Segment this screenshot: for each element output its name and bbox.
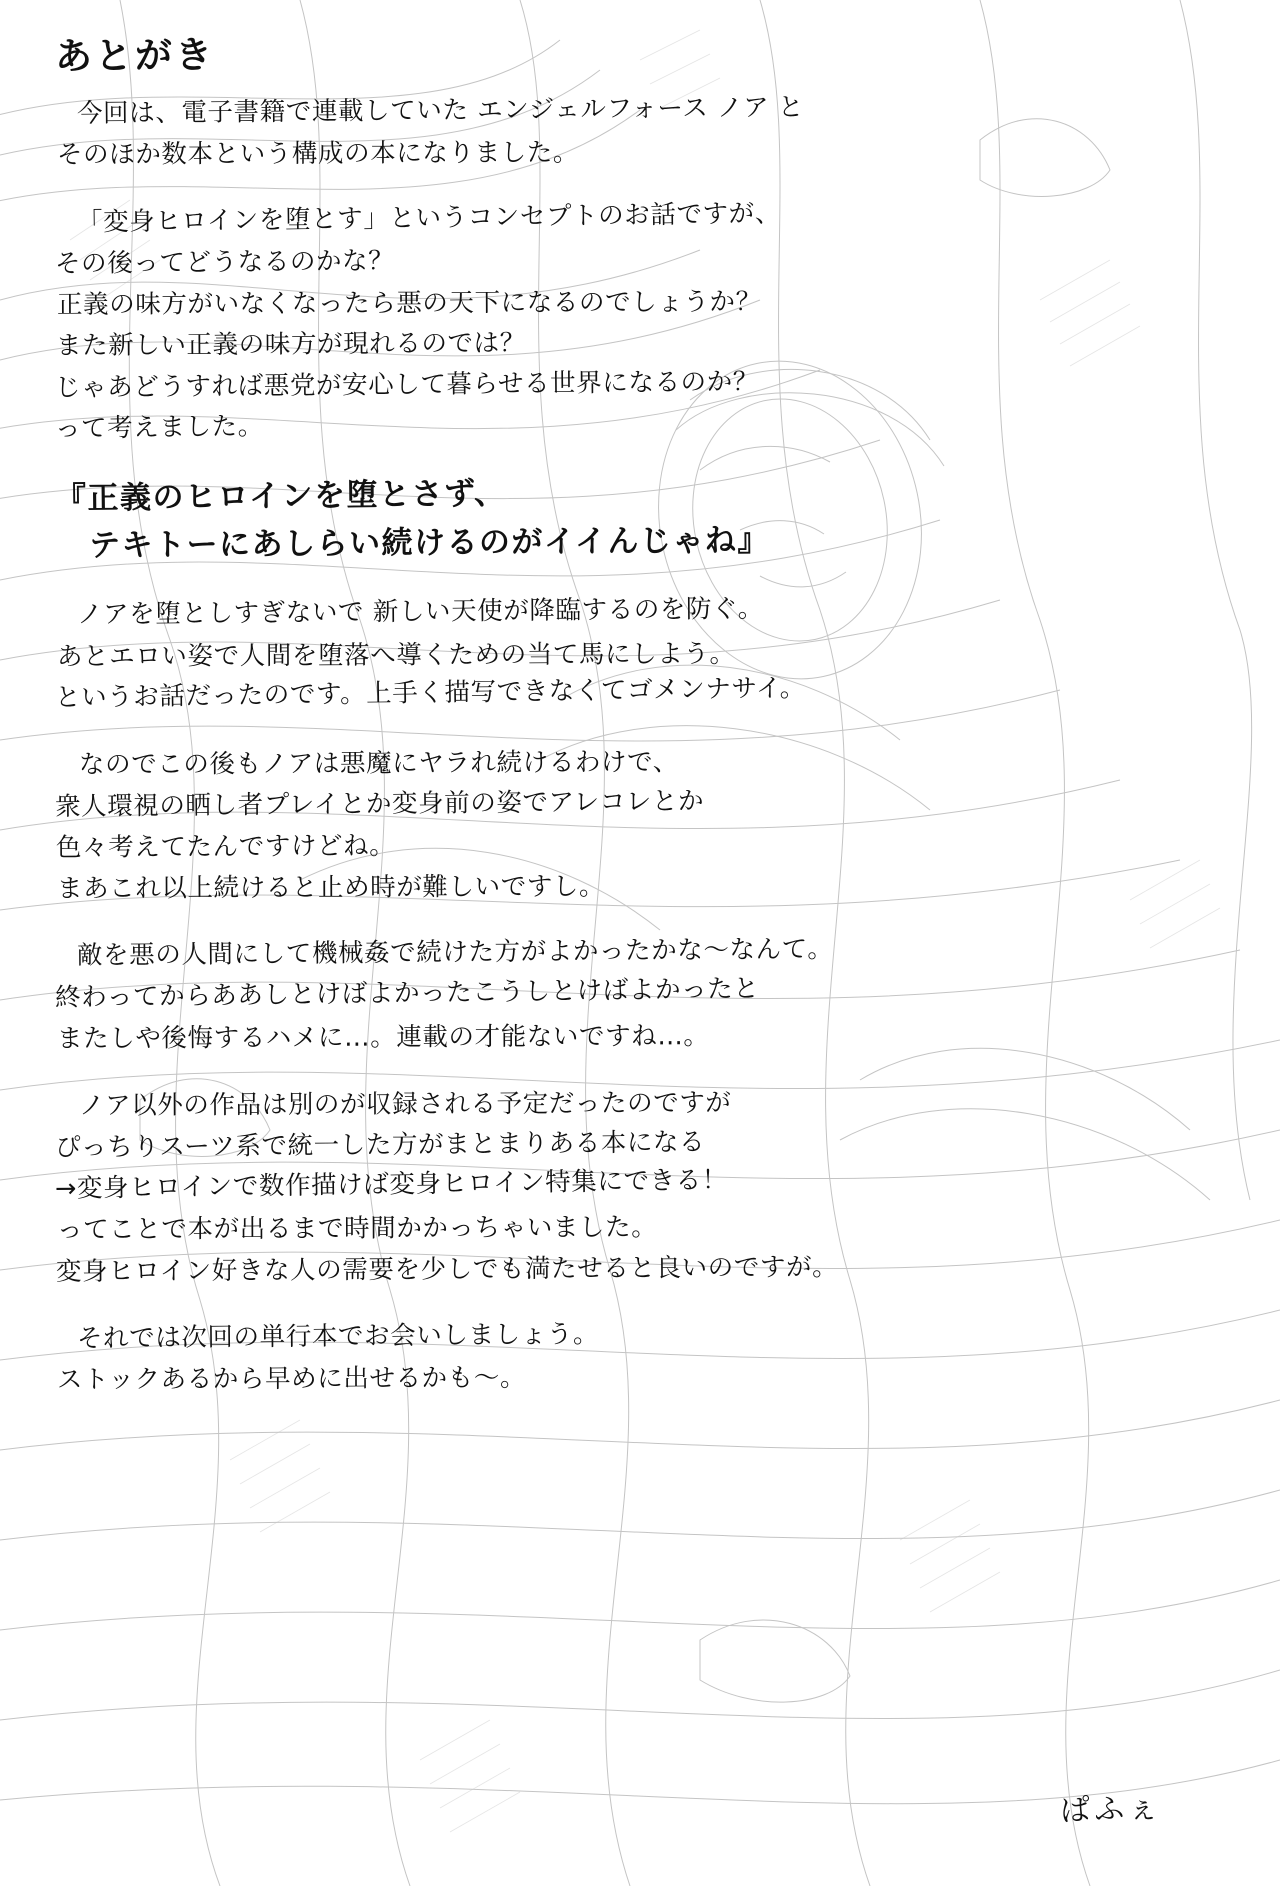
text-line: →変身ヒロインで数作描けば変身ヒロイン特集にできる！: [54, 1165, 729, 1204]
paragraph-compilation: [55, 1086, 1240, 1292]
text-line: 色々考えてたんですけどね。: [55, 830, 396, 863]
text-line: その後ってどうなるのかな？: [54, 245, 395, 279]
text-line: なのでこの後もノアは悪魔にヤラれ続けるわけで、: [78, 747, 679, 781]
paragraph-concept: [54, 198, 1240, 451]
paragraph-intro: [55, 94, 1240, 177]
text-line: 「変身ヒロインを堕とす」というコンセプトのお話ですが、: [76, 198, 782, 238]
text-line: ノア以外の作品は別のが収録される予定だったのですが: [78, 1088, 732, 1122]
paragraph-title-quote: [55, 476, 1240, 569]
text-line: またしや後悔するハメに…。連載の才能ないですね…。: [56, 1021, 710, 1055]
text-line: また新しい正義の味方が現れるのでは？: [55, 328, 526, 362]
text-line: 今回は、電子書籍で連載していた エンジェルフォース ノア と: [76, 92, 805, 129]
text-line: って考えました。: [54, 411, 264, 445]
paragraph-regret: [55, 936, 1240, 1060]
paragraph-plans: [55, 745, 1240, 910]
page-title: あとがき: [54, 33, 216, 78]
text-line: 衆人環視の晒し者プレイとか変身前の姿でアレコレとか: [54, 785, 705, 822]
text-line: 敵を悪の人間にして機械姦で続けた方がよかったかな～なんて。: [76, 934, 834, 972]
text-line: ってことで本が出るまで時間かかっちゃいました。: [56, 1212, 658, 1246]
text-line: ストックあるから早めに出せるかも～。: [56, 1363, 527, 1396]
paragraph-story: [55, 595, 1240, 719]
text-line: あとエロい姿で人間を堕落へ導くための当て馬にしよう。: [56, 638, 736, 672]
text-line: ノアを堕としすぎないで 新しい天使が降臨するのを防ぐ。: [76, 594, 764, 631]
paragraph-closing: [55, 1319, 1240, 1402]
text-line: ぴっちりスーツ系で統一した方がまとまりある本になる: [54, 1126, 706, 1163]
text-line: というお話だったのです。上手く描写できなくてゴメンナサイ。: [54, 673, 806, 713]
author-signature: ぱふぇ: [1059, 1790, 1163, 1829]
text-line: 変身ヒロイン好きな人の需要を少しでも満たせると良いのですが。: [55, 1251, 839, 1287]
quote-line-1: 『正義のヒロインを堕とさず、: [54, 475, 507, 518]
text-line: じゃあどうすれば悪党が安心して暮らせる世界になるのか？: [54, 366, 760, 403]
text-line: 終わってからああしとけばよかったこうしとけばよかったと: [54, 973, 760, 1013]
text-line: まあこれ以上続けると止め時が難しいですし。: [56, 871, 606, 905]
text-line: 正義の味方がいなくなったら悪の天下になるのでしょうか？: [56, 287, 762, 321]
text-line: それでは次回の単行本でお会いしましょう。: [76, 1319, 600, 1354]
text-line: そのほか数本という構成の本になりました。: [56, 138, 580, 171]
quote-line-2: テキトーにあしらい続けるのがイイんじゃね』: [88, 522, 771, 564]
